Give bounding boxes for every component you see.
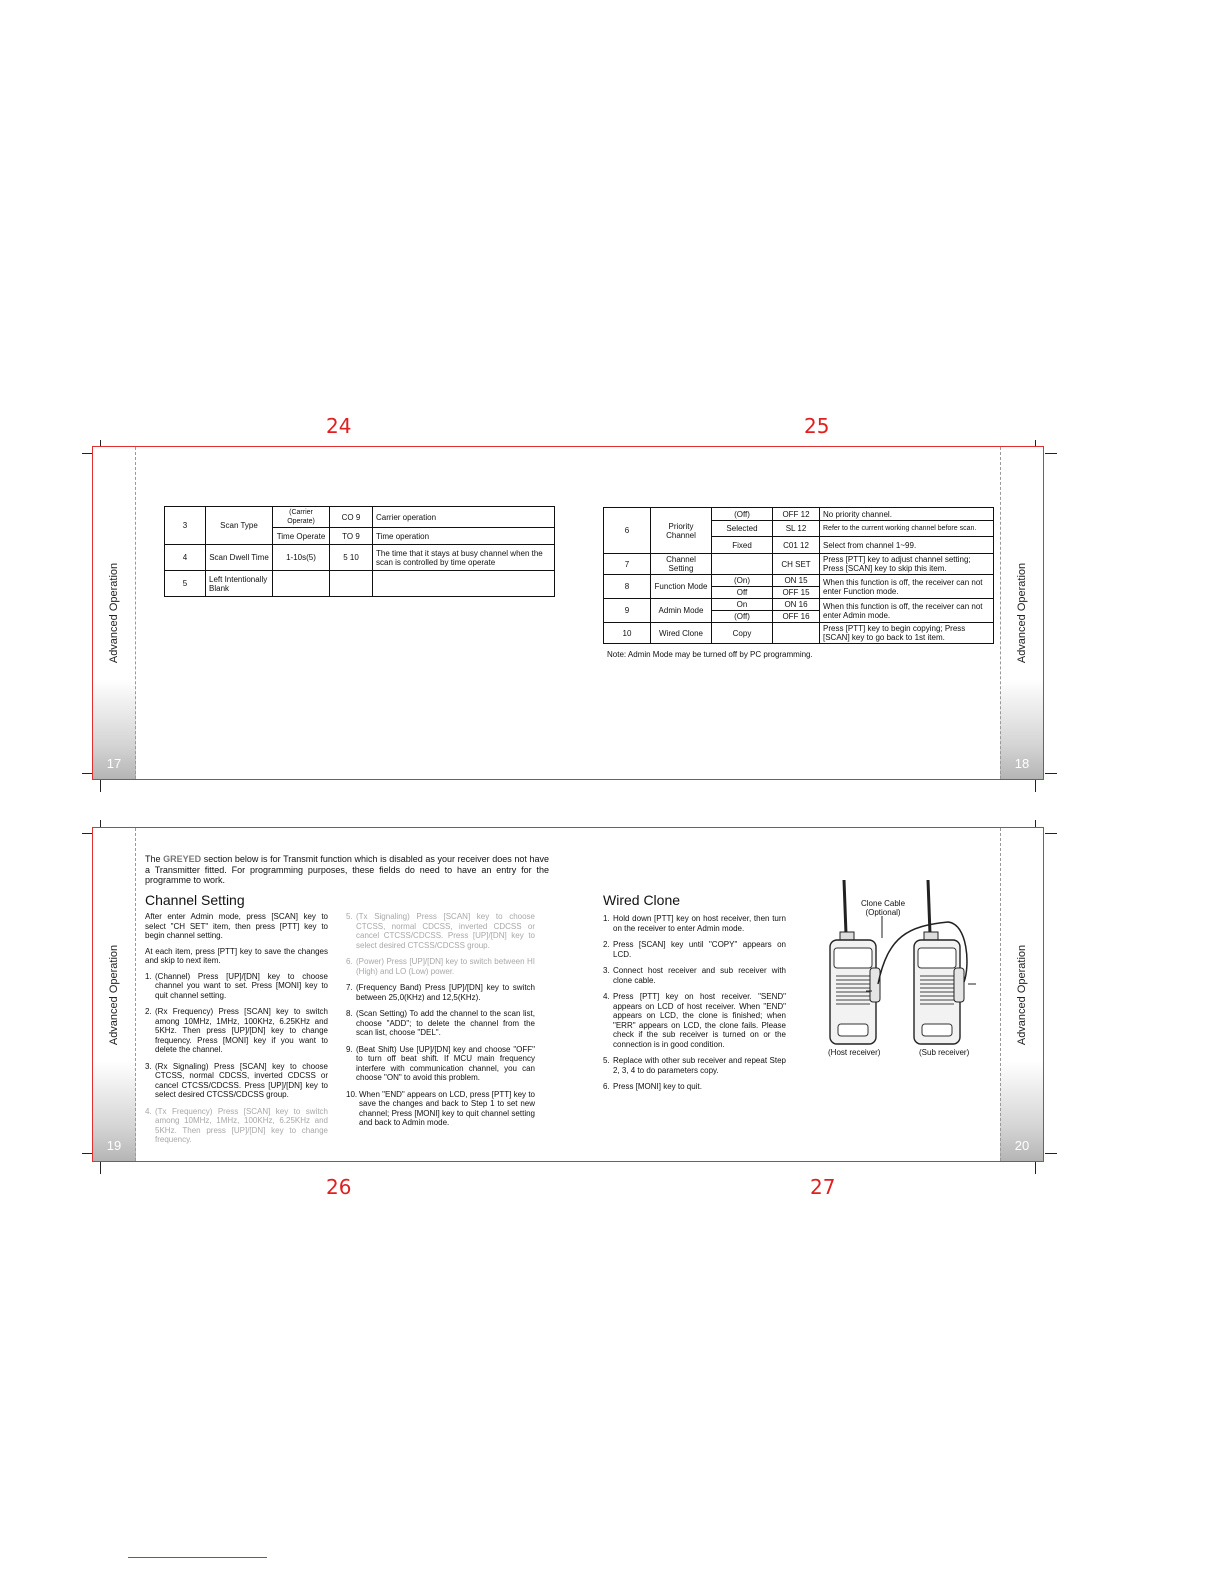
list-item: [603, 914, 786, 933]
item-text: (Tx Frequency) Press [SCAN] key to switch among 10MHz, 1MHz, 100KHz, 6.25KHz and 5KHz. Then press [UP]/[DN] key to change frequency.: [155, 1106, 328, 1144]
row-code: [773, 623, 820, 644]
row-code: OFF 12: [773, 508, 820, 521]
row-desc: Press [PTT] key to adjust channel setting; Press [SCAN] key to skip this item.: [820, 554, 994, 575]
row-no: 3: [165, 507, 206, 545]
row-option: Time Operate: [273, 528, 330, 545]
row-option: (On): [712, 575, 773, 587]
row-no: 6: [604, 508, 651, 554]
crop-mark: [100, 780, 101, 792]
side-band-left: [93, 447, 136, 779]
sub-receiver-caption: (Sub receiver): [919, 1048, 970, 1057]
list-item: [603, 1082, 786, 1092]
list-item: [145, 1062, 328, 1100]
row-option: [712, 554, 773, 575]
item-text: Connect host receiver and sub receiver with clone cable.: [613, 966, 786, 985]
crop-mark: [100, 1162, 101, 1174]
crop-mark: [1045, 773, 1057, 774]
list-item: [603, 940, 786, 959]
item-number: 4.: [603, 992, 610, 1001]
row-name: Scan Type: [206, 507, 273, 545]
crop-mark: [1035, 780, 1036, 792]
item-number: 7.: [346, 983, 353, 992]
spread-top: [92, 446, 1044, 780]
list-item-greyed: [145, 1107, 328, 1145]
row-code: TO 9: [330, 528, 373, 545]
row-desc: No priority channel.: [820, 508, 994, 521]
spread-bottom: [92, 827, 1044, 1162]
side-label: Advanced Operation: [108, 562, 120, 664]
row-code: SL 12: [773, 521, 820, 537]
notice-greyed-word: GREYED: [163, 854, 202, 864]
list-item: [145, 1007, 328, 1055]
cable-sublabel: (Optional): [865, 908, 901, 917]
clone-cable-label: [861, 899, 905, 917]
row-code: 5 10: [330, 545, 373, 571]
greyed-notice: [145, 854, 549, 886]
item-number: 1.: [145, 971, 152, 981]
page-number-25: 25: [804, 414, 830, 438]
row-desc: Refer to the current working channel before scan.: [820, 521, 994, 537]
side-label: Advanced Operation: [1016, 562, 1028, 664]
item-number: 9.: [346, 1044, 353, 1054]
wired-clone-steps: [603, 914, 786, 1099]
list-item: [346, 1090, 535, 1128]
channel-setting-col2: [346, 912, 535, 1135]
cable-label: Clone Cable: [861, 899, 906, 908]
crop-mark: [1035, 1162, 1036, 1174]
side-band-left: [93, 828, 136, 1161]
row-desc: Time operation: [373, 528, 555, 545]
row-code: OFF 15: [773, 587, 820, 599]
page-number-27: 27: [810, 1175, 836, 1199]
row-name: Function Mode: [651, 575, 712, 599]
row-desc: Press [PTT] key to begin copying; Press [SCAN] key to go back to 1st item.: [820, 623, 994, 644]
channel-setting-col1: [145, 912, 328, 1152]
crop-mark: [1045, 833, 1057, 834]
channel-setting-title: Channel Setting: [145, 892, 245, 908]
row-option: (Carrier Operate): [273, 507, 330, 528]
footer-rule: [128, 1557, 267, 1558]
folio-18: 18: [1014, 756, 1030, 771]
row-code: CH SET: [773, 554, 820, 575]
settings-table-right: [603, 507, 994, 644]
row-desc: When this function is off, the receiver can not enter Admin mode.: [820, 599, 994, 623]
item-text: (Beat Shift) Use [UP]/[DN] key and choose "OFF" to turn off beat shift. If MCU main frequency interfere with communication channel, you can choose "ON" to avoid this problem.: [356, 1044, 535, 1082]
row-option: (Off): [712, 508, 773, 521]
notice-pre: The: [145, 854, 164, 864]
host-receiver-caption: (Host receiver): [828, 1048, 881, 1057]
list-item: [603, 992, 786, 1049]
row-option: Selected: [712, 521, 773, 537]
intro-paragraph: At each item, press [PTT] key to save the changes and skip to next item.: [145, 946, 328, 965]
item-number: 5.: [603, 1056, 610, 1065]
row-no: 8: [604, 575, 651, 599]
page-number-26: 26: [326, 1175, 352, 1199]
row-option: 1-10s(5): [273, 545, 330, 571]
intro-paragraph: After enter Admin mode, press [SCAN] key to select "CH SET" item, then press [PTT] key to begin channel setting.: [145, 912, 328, 940]
item-text: (Scan Setting) To add the channel to the scan list, choose "ADD"; to delete the channel from the scan list, choose "DEL".: [356, 1009, 535, 1037]
item-text: (Rx Frequency) Press [SCAN] key to switch among 10MHz, 1MHz, 100KHz, 6.25KHz and 5KHz. Then press [UP]/[DN] key to change frequency. Press [MONI] key if you want to delete the channel.: [155, 1007, 328, 1054]
row-no: 7: [604, 554, 651, 575]
row-code: ON 16: [773, 599, 820, 611]
item-number: 1.: [603, 914, 610, 923]
folio-19: 19: [106, 1138, 122, 1153]
side-label: Advanced Operation: [108, 944, 120, 1045]
admin-mode-note: Note: Admin Mode may be turned off by PC programming.: [607, 650, 813, 659]
row-no: 10: [604, 623, 651, 644]
list-item: [603, 966, 786, 985]
item-text: (Frequency Band) Press [UP]/[DN] key to switch between 25,0(KHz) and 12,5(KHz).: [356, 983, 535, 1002]
settings-table-left: [164, 506, 555, 597]
row-no: 5: [165, 571, 206, 597]
row-option: Copy: [712, 623, 773, 644]
item-text: Hold down [PTT] key on host receiver, then turn on the receiver to enter Admin mode.: [613, 914, 786, 933]
item-text: (Tx Signaling) Press [SCAN] key to choose CTCSS, normal CDCSS, inverted CDCSS or cancel CTCSS/CDCSS. Press [UP]/[DN] key to select desired CTCSS/CDCSS group.: [356, 912, 535, 950]
row-no: 4: [165, 545, 206, 571]
row-name: Left Intentionally Blank: [206, 571, 273, 597]
item-number: 2.: [145, 1007, 152, 1016]
row-code: CO 9: [330, 507, 373, 528]
list-item: [346, 1009, 535, 1038]
item-number: 3.: [145, 1061, 152, 1071]
item-text: Press [PTT] key on host receiver. "SEND" appears on LCD of host receiver. When "END" appears on LCD, the clone is finished; when "ERR" appears on LCD, the clone fails. Please check if the sub receiver is turned on or the connection is in good condition.: [613, 992, 786, 1049]
sub-receiver-icon: [914, 880, 964, 1044]
row-code: [330, 571, 373, 597]
item-number: 2.: [603, 940, 610, 949]
wired-clone-title: Wired Clone: [603, 892, 681, 908]
row-desc: [373, 571, 555, 597]
item-number: 5.: [346, 912, 353, 921]
item-number: 6.: [346, 957, 353, 966]
row-option: On: [712, 599, 773, 611]
list-item-greyed: [346, 912, 535, 950]
item-text: (Rx Signaling) Press [SCAN] key to choose CTCSS, normal CDCSS, inverted CDCSS or cancel CTCSS/CDCSS. Press [UP]/[DN] key to select desired CTCSS/CDCSS group.: [155, 1061, 328, 1099]
item-text: Press [SCAN] key until "COPY" appears on LCD.: [613, 940, 786, 959]
item-number: 3.: [603, 966, 610, 975]
list-item: [346, 1045, 535, 1083]
item-text: (Power) Press [UP]/[DN] key to switch between HI (High) and LO (Low) power.: [356, 957, 535, 976]
row-option: (Off): [712, 611, 773, 623]
row-name: Admin Mode: [651, 599, 712, 623]
folio-17: 17: [106, 756, 122, 771]
item-number: 8.: [346, 1009, 353, 1018]
row-no: 9: [604, 599, 651, 623]
item-text: (Channel) Press [UP]/[DN] key to choose channel you want to set. Press [MONI] key to quit channel setting.: [155, 971, 328, 1000]
side-band-right: [1000, 828, 1043, 1161]
row-name: Scan Dwell Time: [206, 545, 273, 571]
row-name: Wired Clone: [651, 623, 712, 644]
row-name: Priority Channel: [651, 508, 712, 554]
crop-mark: [1045, 1153, 1057, 1154]
item-number: 10.: [346, 1089, 358, 1099]
row-name: Channel Setting: [651, 554, 712, 575]
item-text: When "END" appears on LCD, press [PTT] key to save the changes and back to Step 1 to set new channel; Press [MONI] key to quit channel setting and back to Admin mode.: [359, 1089, 535, 1127]
row-desc: Carrier operation: [373, 507, 555, 528]
list-item: [145, 972, 328, 1001]
side-label: Advanced Operation: [1016, 944, 1028, 1045]
row-option: Off: [712, 587, 773, 599]
item-text: Press [MONI] key to quit.: [613, 1082, 702, 1091]
row-code: C01 12: [773, 537, 820, 554]
row-desc: Select from channel 1~99.: [820, 537, 994, 554]
row-desc: When this function is off, the receiver can not enter Function mode.: [820, 575, 994, 599]
row-option: Fixed: [712, 537, 773, 554]
list-item-greyed: [346, 957, 535, 976]
page-number-24: 24: [326, 414, 352, 438]
item-number: 4.: [145, 1106, 152, 1116]
row-code: OFF 16: [773, 611, 820, 623]
row-code: ON 15: [773, 575, 820, 587]
item-number: 6.: [603, 1082, 610, 1091]
list-item: [603, 1056, 786, 1075]
notice-post: section below is for Transmit function which is disabled as your receiver does not have a Transmitter fitted. For programming purposes, these fields do need to have an entry for the programme to work.: [145, 854, 549, 885]
crop-mark: [1045, 453, 1057, 454]
list-item: [346, 983, 535, 1002]
row-option: [273, 571, 330, 597]
row-desc: The time that it stays at busy channel when the scan is controlled by time operate: [373, 545, 555, 571]
folio-20: 20: [1014, 1138, 1030, 1153]
side-band-right: [1000, 447, 1043, 779]
item-text: Replace with other sub receiver and repeat Step 2, 3, 4 to do parameters copy.: [613, 1056, 786, 1075]
